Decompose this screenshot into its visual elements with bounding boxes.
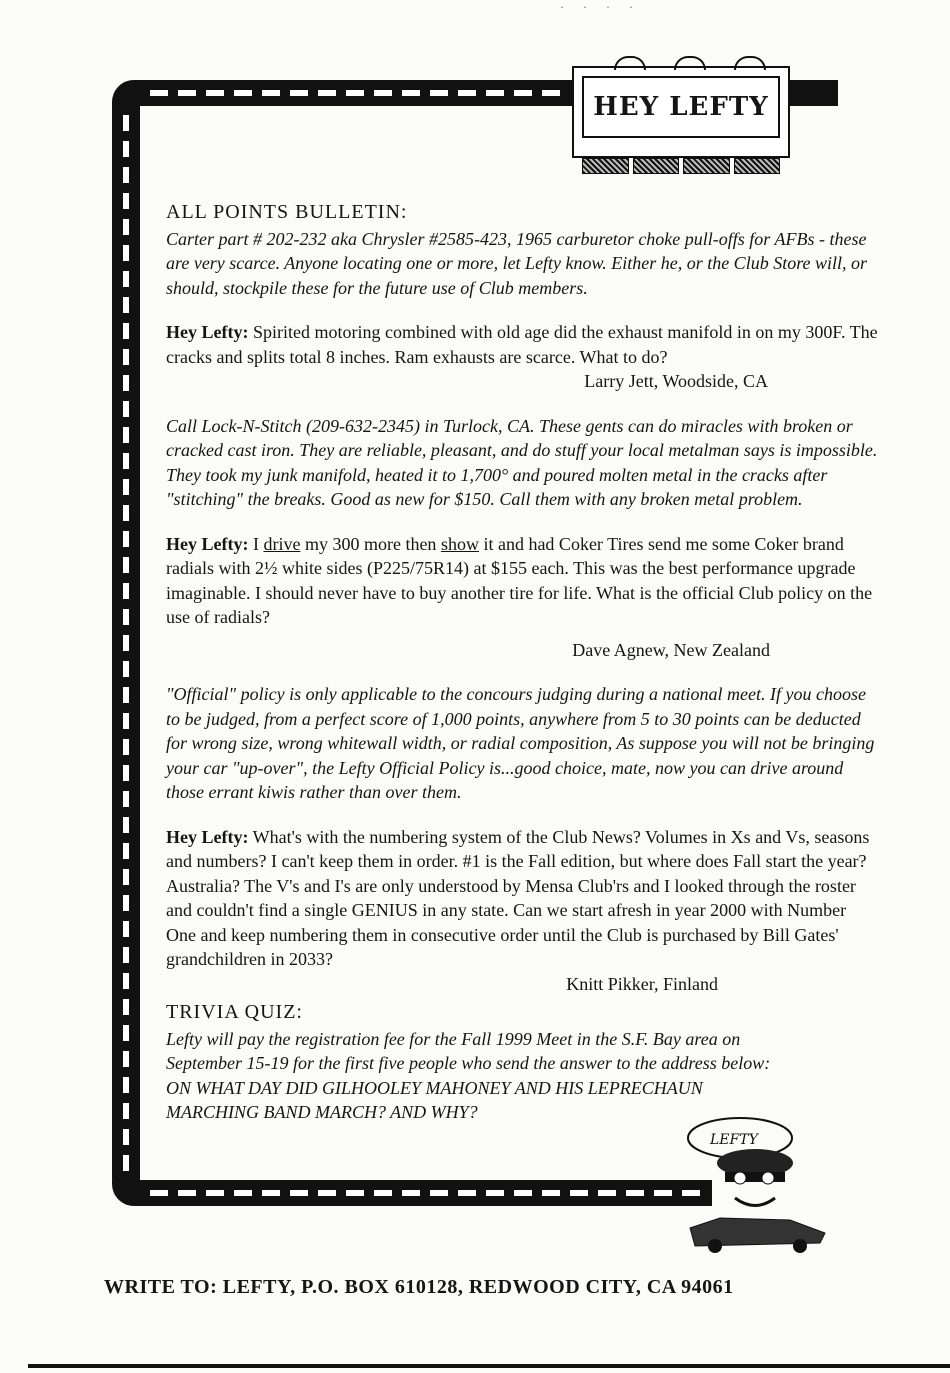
road-dash — [654, 1190, 672, 1196]
bottom-rule — [28, 1364, 950, 1368]
sign-base — [574, 158, 788, 174]
lefty-answer: "Official" policy is only applicable to the concours judging during a national meet. If you choose to be judged, from a perfect score of 1,000 points, anywhere from 5 to 30 points can be deducted for wrong size, wrong whitewall width, or radial composition, As suppose you will not be bringing your car "up-over", the Lefty Official Policy is...good choice, mate, now you can drive around those errant kiwis rather than over them. — [166, 684, 875, 802]
road-dash — [123, 687, 129, 703]
road-dash — [123, 895, 129, 911]
sign-lamp-icon — [674, 56, 706, 70]
road-dash — [346, 90, 364, 96]
letter-signature: Knitt Pikker, Finland — [566, 973, 718, 994]
road-dash — [123, 713, 129, 729]
road-dash — [123, 1103, 129, 1119]
road-dash — [123, 167, 129, 183]
road-dash — [123, 1051, 129, 1067]
road-dash — [123, 921, 129, 937]
road-dash — [123, 531, 129, 547]
road-dash — [123, 401, 129, 417]
letter-label: Hey Lefty: — [166, 322, 249, 342]
letter-signature: Larry Jett, Woodside, CA — [584, 371, 768, 391]
sign-title: HEY LEFTY — [593, 92, 769, 122]
road-dash — [318, 90, 336, 96]
road-dash — [123, 297, 129, 313]
letter-label: Hey Lefty: — [166, 533, 249, 554]
road-dash — [123, 635, 129, 651]
letter-question-part: my 300 more then — [300, 533, 441, 554]
road-dash — [123, 791, 129, 807]
road-dash — [123, 453, 129, 469]
road-dash — [430, 1190, 448, 1196]
road-border-top-right — [790, 80, 838, 106]
road-dash — [123, 739, 129, 755]
road-dash — [262, 90, 280, 96]
road-dash — [318, 1190, 336, 1196]
letter-signature: Dave Agnew, New Zealand — [572, 639, 770, 660]
sign-lamp-icon — [614, 56, 646, 70]
road-dash — [123, 271, 129, 287]
scan-marks: · · · · — [560, 0, 641, 14]
road-dash — [123, 115, 129, 131]
road-dash — [626, 1190, 644, 1196]
road-dash — [123, 1129, 129, 1145]
bulletin-text: Carter part # 202-232 aka Chrysler #2585-423, 1965 carburetor choke pull-offs for AFBs - these are very scarce. Anyone locating one or more, let Lefty know. Either he, or the Club Store will, or should, stockpile these for the future use of Club members. — [166, 228, 868, 298]
road-dash — [402, 90, 420, 96]
column-content — [166, 200, 878, 1125]
road-dash — [123, 427, 129, 443]
road-dash — [206, 90, 224, 96]
road-dash — [178, 1190, 196, 1196]
footer-address: WRITE TO: LEFTY, P.O. BOX 610128, REDWOOD CITY, CA 94061 — [104, 1276, 734, 1298]
letter-question-part: it and had Coker Tires send me some Coker brand radials with 2½ white sides (P225/75R14) at $155 each. This was the best performance upgrade imaginable. I should never have to buy another tire for life. What is the official Club policy on the use of radials? — [166, 533, 873, 627]
road-dash — [458, 90, 476, 96]
road-dash — [123, 1025, 129, 1041]
trivia-question: ON WHAT DAY DID GILHOOLEY MAHONEY AND HIS LEPRECHAUN MARCHING BAND MARCH? AND WHY? — [166, 1077, 703, 1122]
road-dash — [123, 505, 129, 521]
sign-lamp-icon — [734, 56, 766, 70]
road-dash — [514, 1190, 532, 1196]
road-dash — [458, 1190, 476, 1196]
road-dash — [346, 1190, 364, 1196]
bulletin-heading: ALL POINTS BULLETIN: — [166, 201, 408, 223]
road-dash — [430, 90, 448, 96]
road-dash — [123, 141, 129, 157]
road-dash — [234, 1190, 252, 1196]
trivia-text: Lefty will pay the registration fee for the Fall 1999 Meet in the S.F. Bay area on September 15-19 for the first five people who send the answer to the address below: — [166, 1028, 771, 1073]
road-dash — [290, 90, 308, 96]
road-dash — [123, 219, 129, 235]
letter-1 — [166, 320, 878, 369]
road-dash — [123, 999, 129, 1015]
road-dash — [123, 1077, 129, 1093]
road-dash — [514, 90, 532, 96]
road-dash — [570, 1190, 588, 1196]
road-dash — [542, 90, 560, 96]
road-dash — [542, 1190, 560, 1196]
road-dash — [123, 869, 129, 885]
letter-3 — [166, 825, 878, 972]
hey-lefty-billboard — [572, 66, 790, 158]
road-dash — [123, 843, 129, 859]
road-dash — [178, 90, 196, 96]
road-dash — [234, 90, 252, 96]
road-dash — [123, 245, 129, 261]
letter-question-underlined: show — [440, 533, 479, 554]
road-dash — [123, 609, 129, 625]
road-dash — [290, 1190, 308, 1196]
road-dash — [374, 1190, 392, 1196]
road-dash — [123, 323, 129, 339]
letter-question-part: I — [252, 533, 264, 554]
letter-label: Hey Lefty: — [166, 826, 249, 847]
road-dash — [123, 375, 129, 391]
letter-2 — [166, 532, 878, 630]
letter-question-underlined: drive — [263, 533, 301, 554]
road-dash — [123, 479, 129, 495]
road-dash — [486, 90, 504, 96]
letter-question: What's with the numbering system of the Club News? Volumes in Xs and Vs, seasons and numbers? I can't keep them in order. #1 is the Fall edition, but where does Fall start the year? Australia? The V's and I's are only understood by Mensa Club'rs and I looked through the roster and couldn't find a single GENIUS in any state. Can we start afresh in year 2000 with Number One and keep numbering them in consecutive order until the Club is purchased by Bill Gates' grandchildren in 2033? — [166, 826, 870, 969]
road-dash — [123, 349, 129, 365]
road-dash — [206, 1190, 224, 1196]
road-dash — [374, 90, 392, 96]
cartoon-signature: LEFTY — [710, 1132, 758, 1148]
road-dash — [598, 1190, 616, 1196]
trivia-heading: TRIVIA QUIZ: — [166, 1001, 303, 1023]
road-dash — [123, 947, 129, 963]
road-dash — [123, 973, 129, 989]
road-dash — [402, 1190, 420, 1196]
road-dash — [486, 1190, 504, 1196]
lefty-cartoon-icon — [680, 1108, 830, 1258]
road-dash — [262, 1190, 280, 1196]
road-dash — [123, 661, 129, 677]
road-dash — [123, 193, 129, 209]
lefty-answer: Call Lock-N-Stitch (209-632-2345) in Turlock, CA. These gents can do miracles with broken or cracked cast iron. They are reliable, pleasant, and do stuff your local metalman says is impossible. They took my junk manifold, heated it to 1,700° and poured molten metal in the cracks after "stitching" the breaks. Good as new for $150. Call them with any broken metal problem. — [166, 415, 878, 509]
road-dash — [150, 90, 168, 96]
road-dash — [123, 817, 129, 833]
road-dash — [123, 557, 129, 573]
road-dash — [150, 1190, 168, 1196]
road-dash — [123, 765, 129, 781]
letter-question: Spirited motoring combined with old age did the exhaust manifold in on my 300F. The cracks and splits total 8 inches. Ram exhausts are scarce. What to do? — [166, 322, 878, 367]
road-dash — [123, 583, 129, 599]
road-dash — [123, 1155, 129, 1171]
